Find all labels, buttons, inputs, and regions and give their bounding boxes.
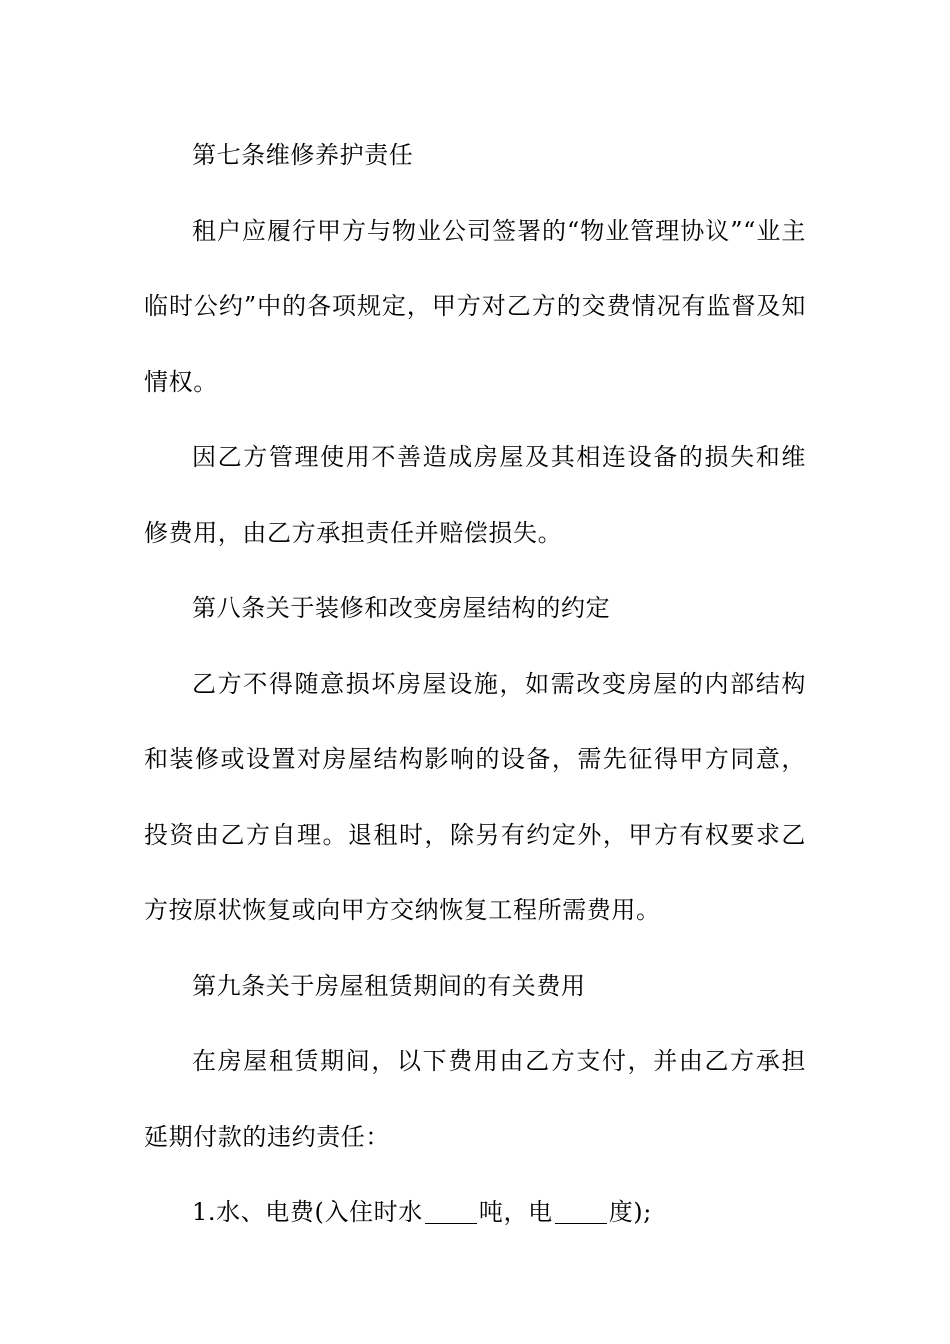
document-body <box>144 118 806 1251</box>
fee-item-water-electricity <box>144 1175 806 1251</box>
article-8-heading: 第八条关于装修和改变房屋结构的约定 <box>192 594 611 622</box>
power-amount-blank <box>555 1199 607 1224</box>
water-amount-blank <box>425 1199 477 1224</box>
article-7-paragraph-1: 租户应履行甲方与物业公司签署的“物业管理协议”“业主临时公约”中的各项规定，甲方对乙方的交费情况有监督及知情权。 <box>144 216 806 396</box>
fee-item-power-unit: 度); <box>608 1198 652 1226</box>
article-8-paragraph-1: 乙方不得随意损坏房屋设施，如需改变房屋的内部结构和装修或设置对房屋结构影响的设备，需先征得甲方同意，投资由乙方自理。退租时，除另有约定外，甲方有权要求乙方按原状恢复或向甲方交纳恢复工程所需费用。 <box>144 669 806 924</box>
fee-item-water-unit: 吨，电 <box>478 1198 553 1226</box>
fee-item-prefix: 1.水、电费(入住时水 <box>192 1198 423 1226</box>
article-9-paragraph-1: 在房屋租赁期间，以下费用由乙方支付，并由乙方承担延期付款的违约责任： <box>144 1047 806 1151</box>
article-9-heading: 第九条关于房屋租赁期间的有关费用 <box>192 971 586 1000</box>
article-7-heading: 第七条维修养护责任 <box>192 141 414 169</box>
article-7-paragraph-2: 因乙方管理使用不善造成房屋及其相连设备的损失和维修费用，由乙方承担责任并赔偿损失。 <box>144 443 806 547</box>
